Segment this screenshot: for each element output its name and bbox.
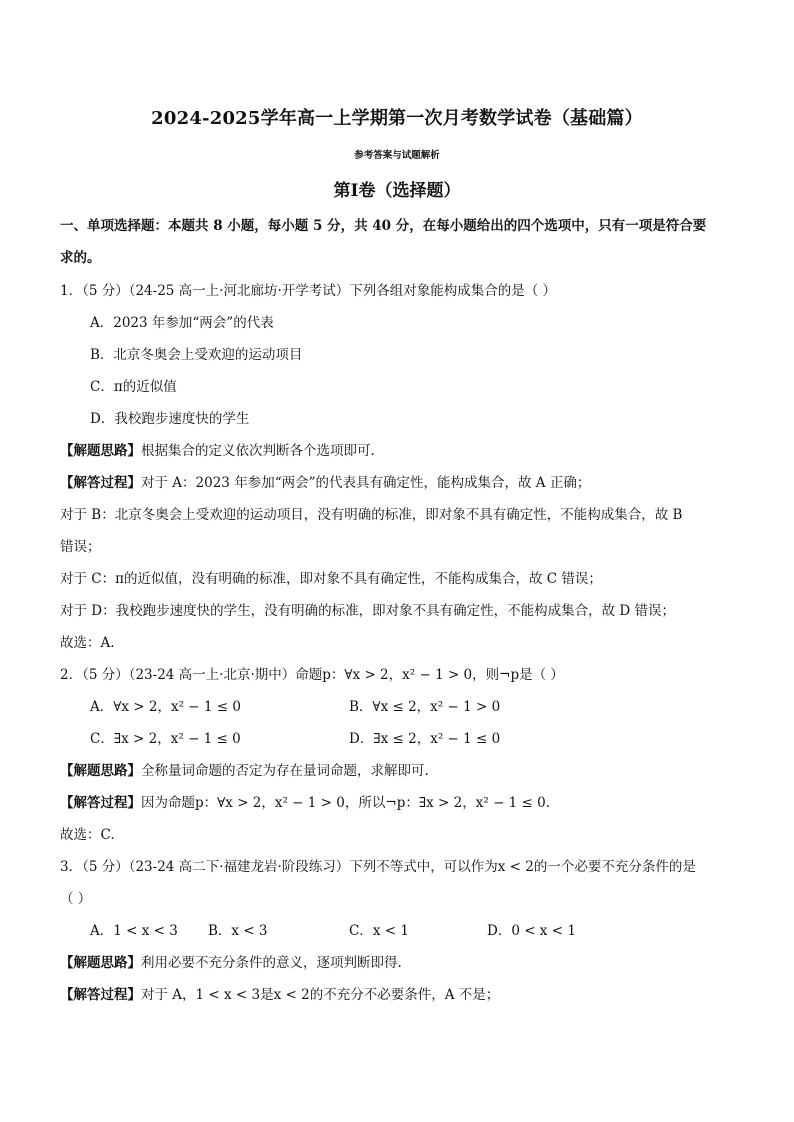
q2-answer: 故选：C.: [60, 827, 115, 843]
q1-process-line1: [60, 473, 590, 493]
q3-process-tag: 【解答过程】: [60, 987, 141, 1003]
q2-stem: 2．（5 分）（23-24 高一上·北京·期中）命题p：∀x > 2，x² − 1 > 0，则¬p是（ ）: [60, 667, 564, 683]
q2-option-d: D．∃x ≤ 2，x² − 1 ≤ 0: [349, 731, 501, 747]
q1-process-line5: 对于 D：我校跑步速度快的学生，没有明确的标准，即对象不具有确定性，不能构成集合，故 D 错误；: [60, 603, 676, 619]
section-instructions-line1: 一、单项选择题：本题共 8 小题，每小题 5 分，共 40 分，在每小题给出的四个选项中，只有一项是符合要: [60, 218, 707, 234]
q2-idea: [60, 761, 429, 781]
q3-option-d: D．0 < x < 1: [487, 923, 576, 939]
q1-option-b: B．北京冬奥会上受欢迎的运动项目: [90, 347, 303, 363]
page-subtitle: 参考答案与试题解析: [354, 150, 440, 161]
q3-process: [60, 985, 499, 1005]
page-title: 2024-2025学年高一上学期第一次月考数学试卷（基础篇）: [151, 108, 643, 129]
q1-idea: [60, 441, 375, 461]
q2-process: [60, 793, 550, 813]
q3-stem-bracket: （ ）: [60, 891, 92, 907]
q2-idea-tag: 【解题思路】: [60, 763, 141, 779]
q1-process-line3: 错误；: [60, 539, 101, 555]
q1-idea-text: 根据集合的定义依次判断各个选项即可.: [141, 443, 375, 459]
q1-option-c: C．π的近似值: [90, 379, 177, 395]
q3-option-a: A．1 < x < 3: [90, 923, 178, 939]
q2-process-tag: 【解答过程】: [60, 795, 141, 811]
q3-option-c: C．x < 1: [349, 923, 409, 939]
q2-option-a: A．∀x > 2，x² − 1 ≤ 0: [90, 699, 241, 715]
q1-process-line4: 对于 C：π的近似值，没有明确的标准，即对象不具有确定性，不能构成集合，故 C 错误；: [60, 571, 602, 587]
part-heading: 第Ⅰ卷（选择题）: [333, 181, 461, 201]
q1-option-d: D．我校跑步速度快的学生: [90, 411, 250, 427]
q1-process-line2: 对于 B：北京冬奥会上受欢迎的运动项目，没有明确的标准，即对象不具有确定性，不能构成集合，故 B: [60, 507, 683, 523]
q2-idea-text: 全称量词命题的否定为存在量词命题，求解即可.: [141, 763, 429, 779]
q3-idea: [60, 953, 402, 973]
q1-process-tag: 【解答过程】: [60, 475, 141, 491]
q1-idea-tag: 【解题思路】: [60, 443, 141, 459]
q3-idea-tag: 【解题思路】: [60, 955, 141, 971]
q1-stem: 1．（5 分）（24-25 高一上·河北廊坊·开学考试）下列各组对象能构成集合的是（ ）: [60, 283, 557, 299]
q2-process-text: 因为命题p：∀x > 2，x² − 1 > 0，所以¬p：∃x > 2，x² − 1 ≤ 0.: [141, 795, 551, 811]
section-instructions-line2: 求的。: [60, 250, 101, 266]
q1-answer: 故选：A.: [60, 635, 115, 651]
q1-process-text: 对于 A：2023 年参加“两会”的代表具有确定性，能构成集合，故 A 正确；: [141, 475, 591, 491]
q3-stem: 3．（5 分）（23-24 高二下·福建龙岩·阶段练习）下列不等式中，可以作为x < 2的一个必要不充分条件的是: [60, 859, 696, 875]
q2-option-c: C．∃x > 2，x² − 1 ≤ 0: [90, 731, 241, 747]
q1-option-a: A．2023 年参加“两会”的代表: [90, 315, 274, 331]
q2-option-b: B．∀x ≤ 2，x² − 1 > 0: [349, 699, 501, 715]
q3-option-b: B．x < 3: [208, 923, 268, 939]
q3-idea-text: 利用必要不充分条件的意义，逐项判断即得.: [141, 955, 402, 971]
q3-process-text: 对于 A，1 < x < 3是x < 2的不充分不必要条件，A 不是；: [141, 987, 500, 1003]
